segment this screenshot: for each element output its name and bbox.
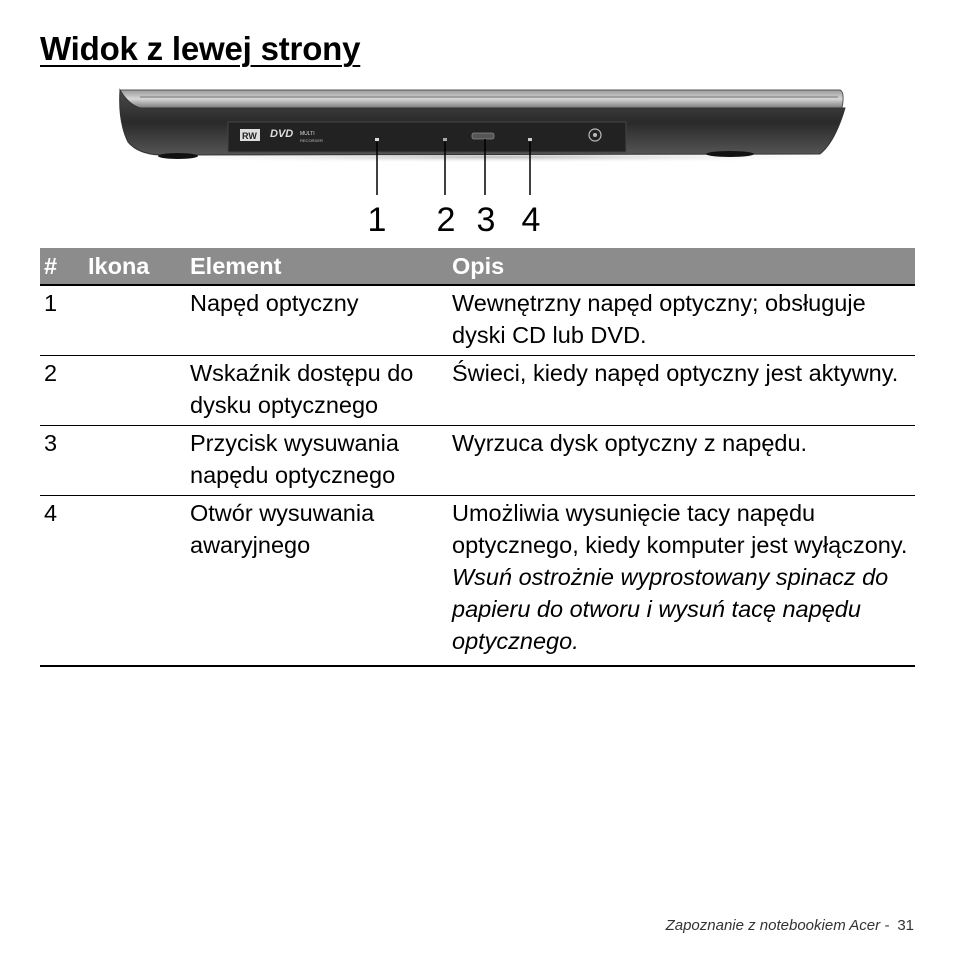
footer-text: Zapoznanie z notebookiem Acer - bbox=[665, 917, 890, 934]
emergency-eject-hole bbox=[528, 138, 532, 141]
header-description: Opis bbox=[448, 248, 915, 285]
row-note: Wsuń ostrożnie wyprostowany spinacz do papieru do otworu i wysuń tacę napędu optycznego. bbox=[452, 564, 889, 654]
callout-number-4: 4 bbox=[521, 201, 541, 239]
drive-led-hole bbox=[443, 138, 447, 141]
callout-number-1: 1 bbox=[367, 201, 387, 239]
header-element: Element bbox=[186, 248, 448, 285]
drive-indicator-light bbox=[375, 138, 379, 141]
eject-button bbox=[472, 133, 494, 139]
row-icon bbox=[84, 356, 186, 426]
row-icon bbox=[84, 496, 186, 667]
callout-number-2: 2 bbox=[436, 201, 456, 239]
svg-text:MULTI: MULTI bbox=[300, 131, 315, 137]
row-number: 2 bbox=[40, 356, 84, 426]
table-row bbox=[40, 426, 915, 496]
row-element: Napęd optyczny bbox=[186, 285, 448, 356]
table-row bbox=[40, 496, 915, 667]
table-row bbox=[40, 356, 915, 426]
row-description: Umożliwia wysunięcie tacy napędu optycznego, kiedy komputer jest wyłączony. bbox=[452, 500, 908, 558]
dvd-logo-icon: DVD bbox=[270, 128, 294, 140]
row-description: Wewnętrzny napęd optyczny; obsługuje dyski CD lub DVD. bbox=[448, 285, 915, 356]
header-icon: Ikona bbox=[84, 248, 186, 285]
component-table bbox=[40, 248, 915, 667]
laptop-lid bbox=[120, 90, 843, 108]
row-icon bbox=[84, 285, 186, 356]
page-title: Widok z lewej strony bbox=[40, 30, 361, 67]
row-number: 1 bbox=[40, 285, 84, 356]
row-element: Przycisk wysuwania napędu optycznego bbox=[186, 426, 448, 496]
row-number: 4 bbox=[40, 496, 84, 667]
row-description: Wyrzuca dysk optyczny z napędu. bbox=[448, 426, 915, 496]
row-description: Świeci, kiedy napęd optyczny jest aktywny. bbox=[448, 356, 915, 426]
svg-text:RW: RW bbox=[242, 131, 257, 141]
table-header-row bbox=[40, 248, 915, 285]
page-footer bbox=[666, 917, 914, 934]
row-icon bbox=[84, 426, 186, 496]
row-number: 3 bbox=[40, 426, 84, 496]
header-number: # bbox=[40, 248, 84, 285]
callout-number-3: 3 bbox=[476, 201, 496, 239]
page-number: 31 bbox=[897, 917, 914, 934]
table-row bbox=[40, 285, 915, 356]
row-element: Wskaźnik dostępu do dysku optycznego bbox=[186, 356, 448, 426]
row-description-cell bbox=[448, 496, 915, 667]
svg-text:RECORDER: RECORDER bbox=[300, 138, 323, 143]
row-element: Otwór wysuwania awaryjnego bbox=[186, 496, 448, 667]
